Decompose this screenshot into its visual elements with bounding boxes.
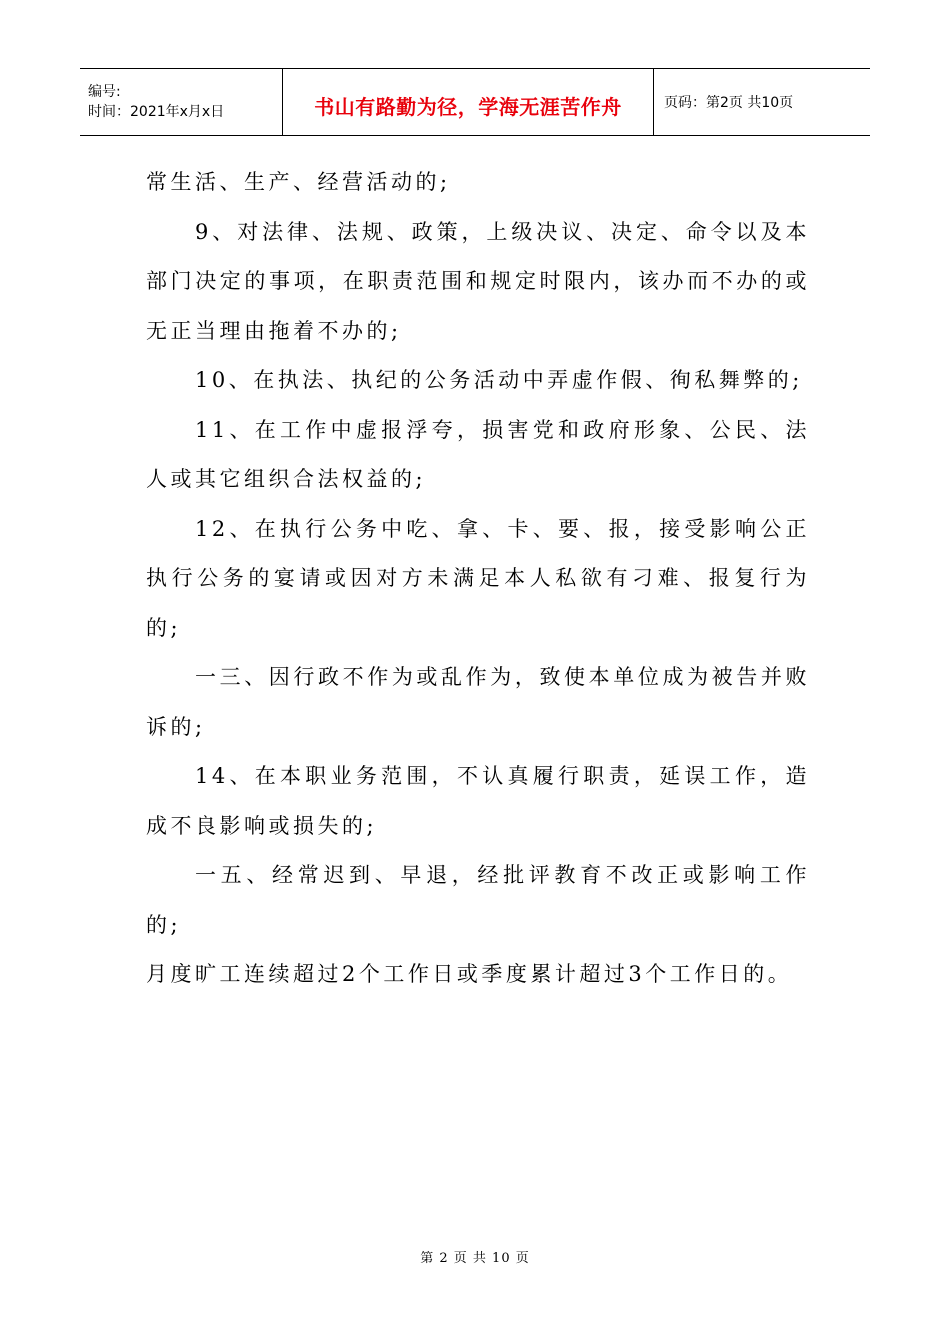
paragraph-item-10: 10、在执法、执纪的公务活动中弄虚作假、徇私舞弊的;: [195, 368, 803, 392]
paragraph-item-15: 一五、经常迟到、早退，经批评教育不改正或影响工作的;: [146, 863, 810, 937]
header-motto-cell: [282, 69, 654, 135]
paragraph-continuation: 常生活、生产、经营活动的;: [146, 170, 451, 194]
header-motto: 书山有路勤为径，学海无涯苦作舟: [314, 94, 622, 119]
document-header: [80, 68, 870, 136]
paragraph-item-11: 11、在工作中虚报浮夸，损害党和政府形象、公民、法人或其它组织合法权益的;: [146, 417, 810, 491]
paragraph-absence-rule: 月度旷工连续超过2个工作日或季度累计超过3个工作日的。: [146, 962, 793, 986]
paragraph-item-12: 12、在执行公务中吃、拿、卡、要、报，接受影响公正执行公务的宴请或因对方未满足本人私欲有刁难、报复行为的;: [146, 516, 810, 640]
header-meta: [80, 69, 282, 135]
paragraph-item-9: 9、对法律、法规、政策，上级决议、决定、命令以及本部门决定的事项，在职责范围和规定时限内，该办而不办的或无正当理由拖着不办的;: [146, 219, 810, 343]
document-date-label: 时间：2021年x月x日: [88, 104, 225, 120]
header-page-label: 页码：第2页 共10页: [664, 95, 794, 111]
paragraph-item-14: 14、在本职业务范围，不认真履行职责，延误工作，造成不良影响或损失的;: [146, 764, 810, 838]
document-body: [146, 158, 810, 1000]
page-footer: 第 2 页 共 10 页: [420, 1251, 530, 1266]
paragraph-item-13: 一三、因行政不作为或乱作为，致使本单位成为被告并败诉的;: [146, 665, 810, 739]
document-number-label: 编号:: [88, 84, 121, 100]
header-page-cell: [654, 69, 870, 135]
